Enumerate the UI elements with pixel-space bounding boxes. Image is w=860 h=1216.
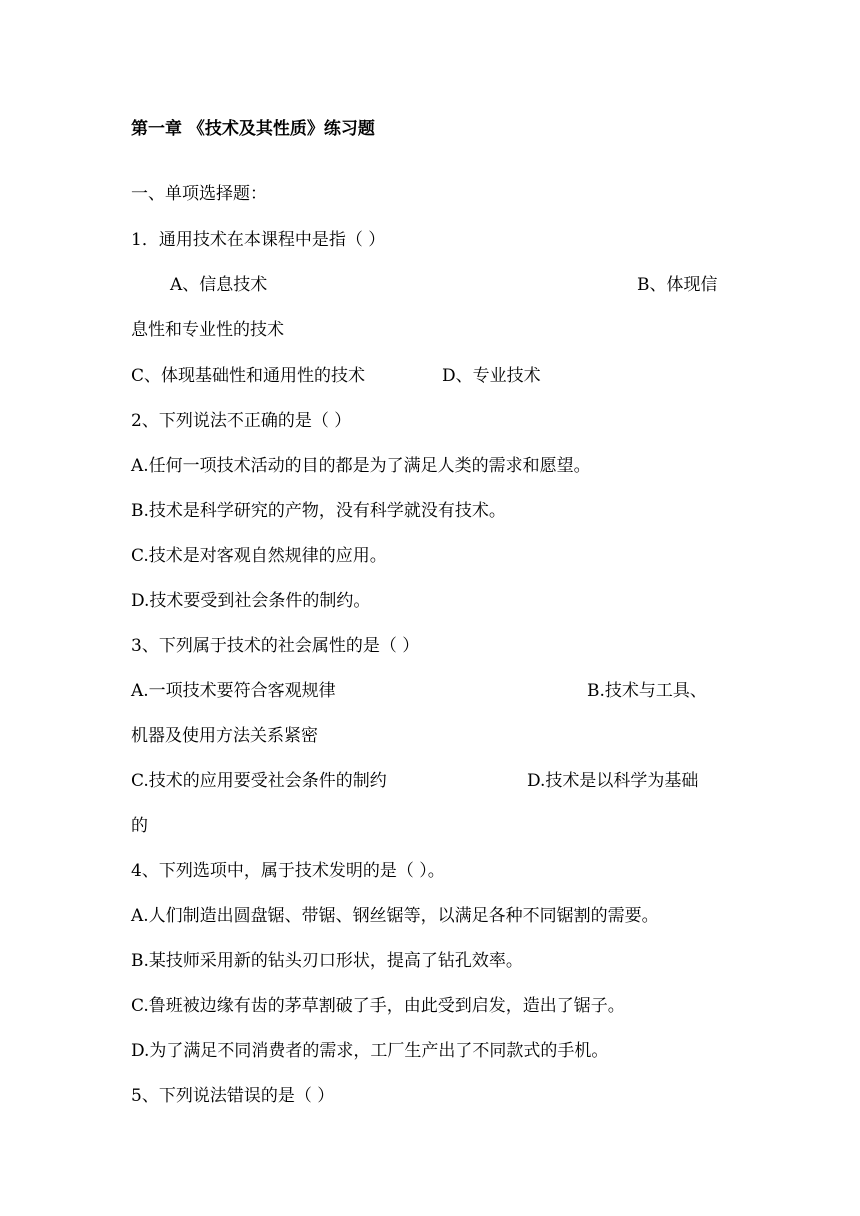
question-2-option-b: B.技术是科学研究的产物，没有科学就没有技术。	[131, 501, 506, 521]
question-4-option-d: D.为了满足不同消费者的需求，工厂生产出了不同款式的手机。	[131, 1041, 609, 1061]
question-4-option-b: B.某技师采用新的钻头刃口形状，提高了钻孔效率。	[131, 951, 523, 971]
question-1-option-d: D、专业技术	[442, 366, 541, 386]
question-4-option-c: C.鲁班被边缘有齿的茅草割破了手，由此受到启发，造出了锯子。	[131, 996, 625, 1016]
page-title: 第一章 《技术及其性质》练习题	[131, 119, 375, 139]
question-4-stem: 4、下列选项中，属于技术发明的是（ ）。	[131, 861, 445, 881]
question-2-option-c: C.技术是对客观自然规律的应用。	[131, 546, 387, 566]
question-3-option-d: D.技术是以科学为基础	[527, 771, 699, 791]
question-1-stem: 1．通用技术在本课程中是指（ ）	[131, 230, 386, 250]
question-3-option-b-continued: 机器及使用方法关系紧密	[131, 726, 318, 746]
question-3-option-c: C.技术的应用要受社会条件的制约	[131, 771, 387, 791]
question-3-option-b: B.技术与工具、	[587, 681, 707, 701]
question-1-option-c: C、体现基础性和通用性的技术	[131, 366, 366, 386]
question-4-option-a: A.人们制造出圆盘锯、带锯、钢丝锯等，以满足各种不同锯割的需要。	[131, 906, 659, 926]
question-1-option-b: B、体现信	[637, 275, 718, 295]
section-heading: 一、单项选择题：	[131, 184, 267, 204]
question-2-option-d: D.技术要受到社会条件的制约。	[131, 591, 371, 611]
question-1-option-b-continued: 息性和专业性的技术	[131, 320, 284, 340]
question-3-option-d-continued: 的	[131, 816, 148, 836]
question-1-option-a: A、信息技术	[170, 275, 268, 295]
question-3-option-a: A.一项技术要符合客观规律	[131, 681, 336, 701]
question-5-stem: 5、下列说法错误的是（ ）	[131, 1086, 335, 1106]
question-2-option-a: A.任何一项技术活动的目的都是为了满足人类的需求和愿望。	[131, 456, 591, 476]
question-3-stem: 3、下列属于技术的社会属性的是（ ）	[131, 636, 420, 656]
question-2-stem: 2、下列说法不正确的是（ ）	[131, 411, 352, 431]
